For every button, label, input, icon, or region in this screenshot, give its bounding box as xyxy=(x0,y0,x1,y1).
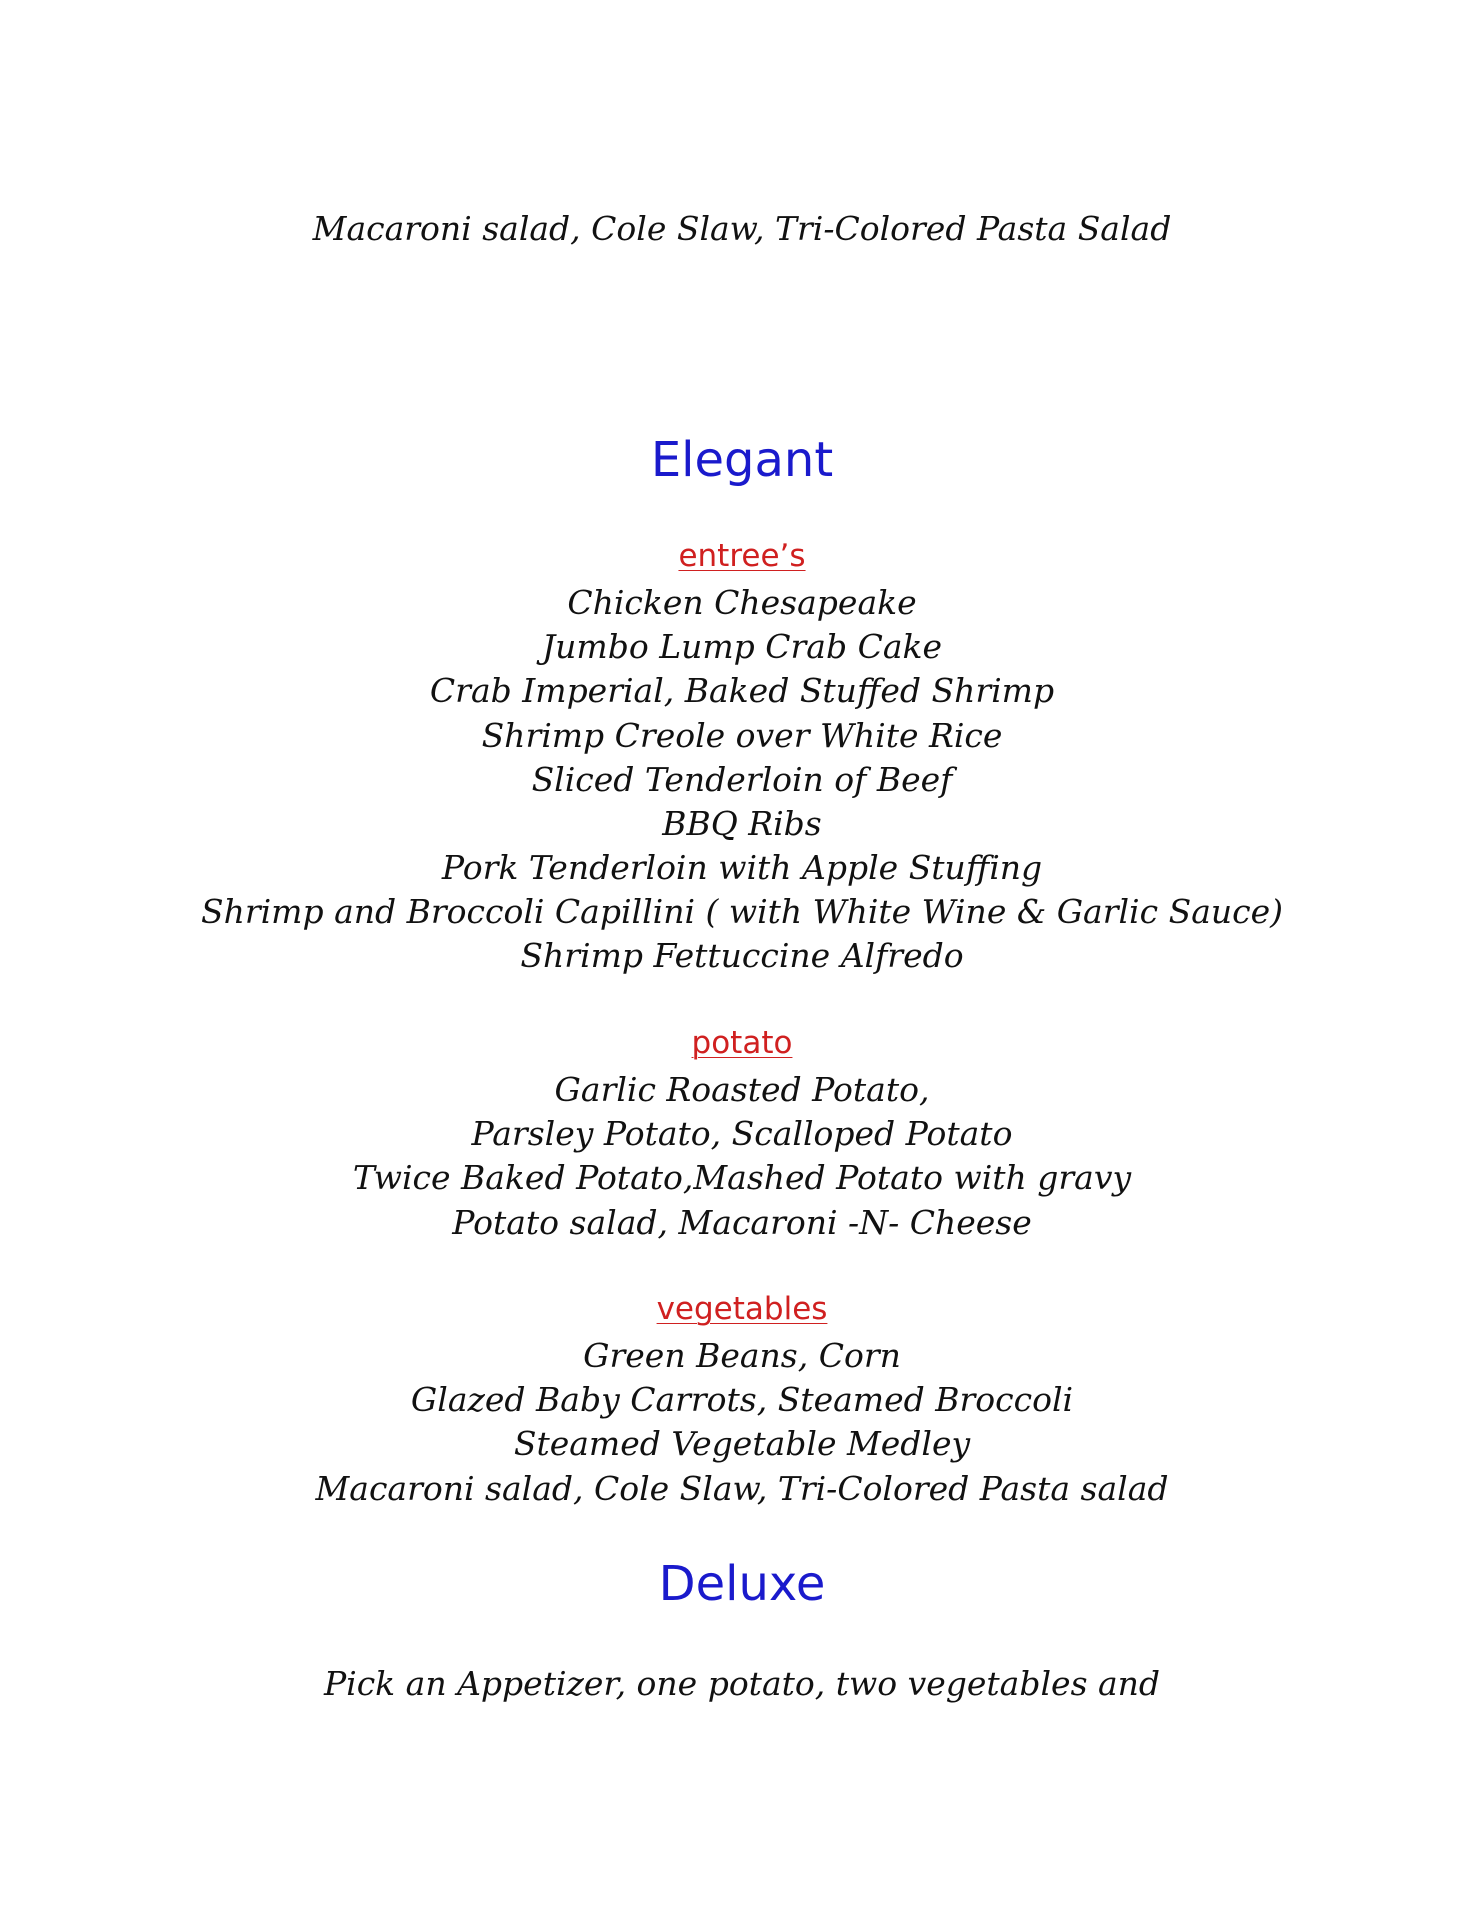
entree-item: Shrimp Creole over White Rice xyxy=(481,716,1003,755)
deluxe-intro: Pick an Appetizer, one potato, two vegetables and xyxy=(323,1664,1161,1703)
top-salads-line: Macaroni salad, Cole Slaw, Tri-Colored Pasta Salad xyxy=(312,209,1172,248)
vegetable-item: Steamed Vegetable Medley xyxy=(513,1424,971,1463)
entree-item: BBQ Ribs xyxy=(662,804,822,843)
entrees-heading: entree’s xyxy=(678,538,806,574)
vegetable-item: Green Beans, Corn xyxy=(583,1336,901,1375)
entree-item: Pork Tenderloin with Apple Stuffing xyxy=(441,848,1043,887)
potato-item: Garlic Roasted Potato, xyxy=(554,1070,930,1109)
entree-item: Shrimp Fettuccine Alfredo xyxy=(520,936,964,975)
vegetable-item: Macaroni salad, Cole Slaw, Tri-Colored Pasta salad xyxy=(315,1469,1169,1508)
potato-item: Potato salad, Macaroni -N- Cheese xyxy=(452,1203,1032,1242)
potato-heading: potato xyxy=(691,1025,793,1061)
entree-item: Shrimp and Broccoli Capillini ( with White Wine & Garlic Sauce) xyxy=(200,892,1284,931)
vegetables-heading: vegetables xyxy=(656,1291,828,1327)
entree-item: Chicken Chesapeake xyxy=(567,583,917,622)
deluxe-title: Deluxe xyxy=(658,1556,826,1612)
entree-item: Crab Imperial, Baked Stuffed Shrimp xyxy=(429,671,1055,710)
entree-item: Sliced Tenderloin of Beef xyxy=(531,760,953,799)
potato-item: Parsley Potato, Scalloped Potato xyxy=(471,1114,1013,1153)
vegetable-item: Glazed Baby Carrots, Steamed Broccoli xyxy=(410,1380,1074,1419)
elegant-title: Elegant xyxy=(650,432,834,488)
entree-item: Jumbo Lump Crab Cake xyxy=(541,627,943,666)
potato-item: Twice Baked Potato,Mashed Potato with gravy xyxy=(352,1158,1132,1197)
